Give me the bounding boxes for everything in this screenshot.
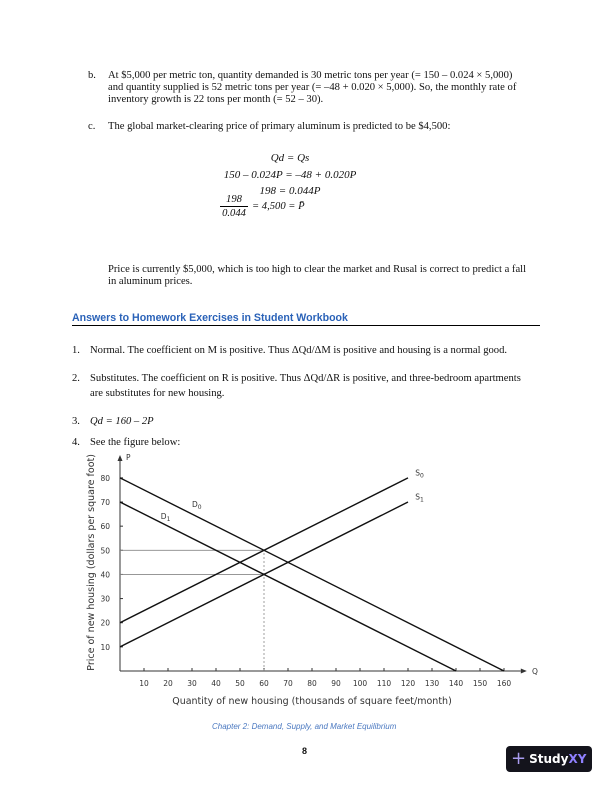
part-b-line: inventory growth is 22 tons per month (= 52 – 30). — [108, 94, 324, 105]
x-tick-label: 40 — [211, 679, 221, 688]
fraction-denominator: 0.044 — [222, 208, 246, 219]
y-axis-title: Price of new housing (dollars per square foot) — [86, 454, 97, 671]
x-tick-label: 10 — [139, 679, 149, 688]
logo-text: Study — [529, 752, 569, 766]
y-tick-label: 10 — [100, 642, 110, 652]
curve-d1 — [120, 499, 456, 671]
x-tick-label: 70 — [283, 679, 293, 688]
x-tick-label: 120 — [400, 679, 416, 688]
curve-label-s0: $S_0$ — [415, 468, 424, 480]
y-axis-letter: P — [126, 452, 131, 462]
y-tick-label: 20 — [100, 618, 110, 628]
answer-number: 4. — [72, 437, 80, 448]
x-tick-label: 90 — [331, 679, 341, 688]
answer-text: Substitutes. The coefficient on R is positive. Thus ΔQd/ΔR is positive, and three-bedroom apartments — [90, 373, 521, 384]
answer-text: Qd = 160 – 2P — [90, 416, 154, 427]
x-tick-label: 20 — [163, 679, 173, 688]
x-tick-label: 110 — [376, 679, 392, 688]
logo-accent: XY — [568, 752, 587, 766]
x-tick-label: 150 — [472, 679, 488, 688]
x-axis-arrow-icon — [521, 669, 527, 674]
answer-number: 3. — [72, 416, 80, 427]
part-c-marker: c. — [88, 121, 96, 132]
part-b-line: At $5,000 per metric ton, quantity demanded is 30 metric tons per year (= 150 – 0.024 × 5,000) — [108, 70, 513, 81]
x-tick-label: 100 — [352, 679, 368, 688]
answer-text: Normal. The coefficient on M is positive. Thus ΔQd/ΔM is positive and housing is a normal good. — [90, 345, 508, 356]
studyxy-logo — [506, 746, 592, 772]
chapter-footer: Chapter 2: Demand, Supply, and Market Equilibrium — [212, 722, 397, 731]
answer-number: 2. — [72, 373, 80, 384]
section-heading: Answers to Homework Exercises in Student Workbook — [72, 312, 540, 326]
y-tick-label: 30 — [100, 594, 110, 604]
y-axis-arrow-icon — [118, 455, 123, 461]
answer-text: are substitutes for new housing. — [90, 388, 225, 399]
part-b-marker: b. — [88, 70, 96, 81]
y-tick-label: 70 — [100, 498, 110, 508]
y-tick-label: 80 — [100, 473, 110, 483]
x-tick-label: 50 — [235, 679, 245, 688]
part-b-line: and quantity supplied is 52 metric tons per year (= –48 + 0.020 × 5,000). So, the monthly rate of — [108, 82, 517, 93]
answer-number: 1. — [72, 345, 80, 356]
x-tick-label: 140 — [448, 679, 464, 688]
x-axis-title: Quantity of new housing (thousands of square feet/month) — [172, 696, 452, 707]
equation-line: 150 – 0.024P = –48 + 0.020P — [223, 169, 357, 181]
equation-line: 198 = 0.044P — [259, 185, 321, 197]
curve-label-d0: $D_0$ — [192, 499, 202, 511]
y-tick-label: 60 — [100, 522, 110, 532]
x-tick-label: 80 — [307, 679, 317, 688]
y-tick-label: 50 — [100, 546, 110, 556]
x-tick-label: 60 — [259, 679, 269, 688]
page-number: 8 — [302, 746, 308, 756]
y-tick-label: 40 — [100, 570, 110, 580]
fraction-numerator: 198 — [220, 194, 248, 207]
plus-icon: + — [511, 748, 527, 769]
conclusion-line: Price is currently $5,000, which is too high to clear the market and Rusal is correct to predict a fall — [108, 264, 527, 275]
equation-line: Qd = Qs — [270, 152, 310, 164]
x-tick-label: 30 — [187, 679, 197, 688]
curve-label-s1: $S_1$ — [415, 492, 424, 504]
part-c-text: The global market-clearing price of primary aluminum is predicted to be $4,500: — [108, 121, 451, 132]
fraction-result: = 4,500 = P̄ — [252, 201, 305, 212]
supply-demand-chart — [80, 450, 550, 710]
answer-text: See the figure below: — [90, 437, 181, 448]
x-tick-label: 130 — [424, 679, 440, 688]
conclusion-line: in aluminum prices. — [108, 276, 193, 287]
curve-label-d1: $D_1$ — [160, 511, 171, 523]
x-tick-label: 160 — [496, 679, 512, 688]
x-axis-letter: Q — [532, 667, 538, 676]
